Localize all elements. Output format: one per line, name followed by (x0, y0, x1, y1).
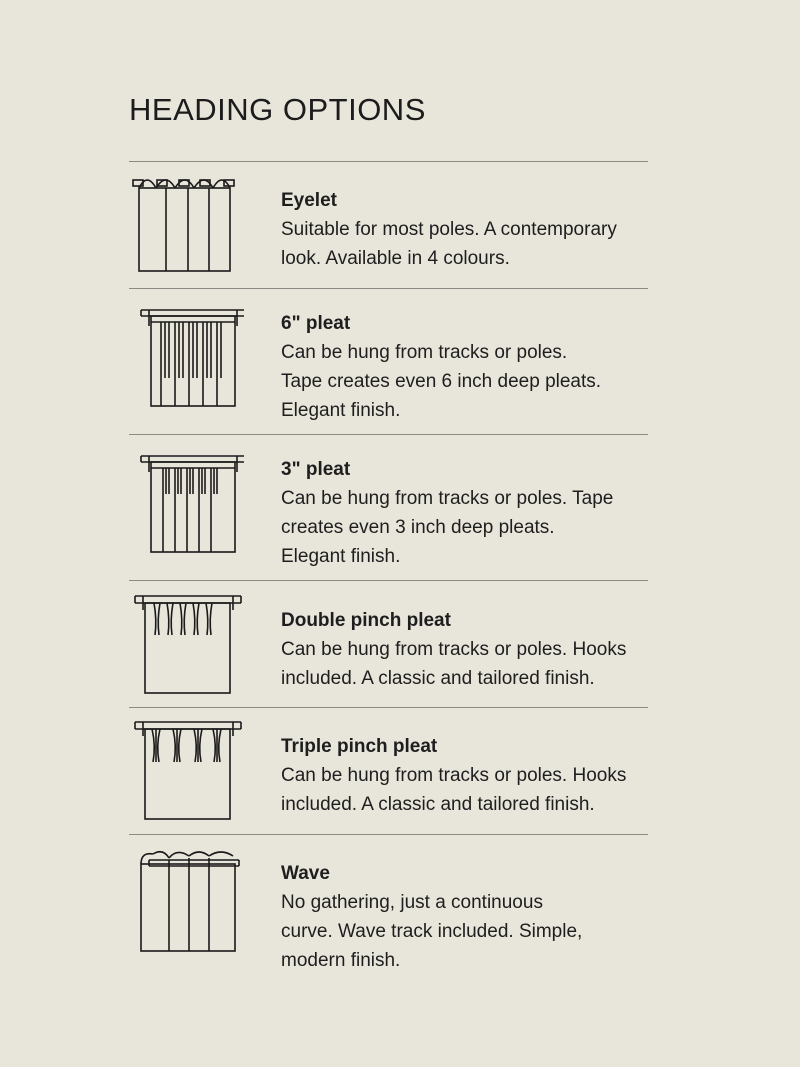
heading-option (281, 859, 701, 975)
eyelet-curtain-icon (129, 170, 244, 280)
option-name: Wave (281, 863, 330, 884)
six-inch-pleat-curtain-icon (129, 302, 244, 412)
option-name: 3" pleat (281, 459, 351, 480)
option-name: Eyelet (281, 190, 337, 211)
option-description: Suitable for most poles. A contemporary look. Available in 4 colours. (281, 219, 617, 269)
divider (129, 580, 648, 581)
heading-option (281, 309, 701, 425)
divider (129, 288, 648, 289)
divider (129, 834, 648, 835)
option-description: Can be hung from tracks or poles. Tape creates even 3 inch deep pleats. Elegant finish. (281, 488, 614, 567)
option-name: 6" pleat (281, 313, 351, 334)
triple-pinch-pleat-curtain-icon (129, 716, 244, 826)
option-name: Double pinch pleat (281, 610, 451, 631)
wave-curtain-icon (129, 846, 244, 956)
page-title: HEADING OPTIONS (129, 92, 426, 127)
heading-option (281, 455, 701, 571)
option-description: No gathering, just a continuous curve. Wave track included. Simple, modern finish. (281, 892, 583, 971)
option-name: Triple pinch pleat (281, 736, 438, 757)
divider (129, 434, 648, 435)
heading-option (281, 186, 701, 273)
divider (129, 707, 648, 708)
option-description: Can be hung from tracks or poles. Hooks included. A classic and tailored finish. (281, 765, 627, 815)
heading-option (281, 606, 701, 693)
divider (129, 161, 648, 162)
option-description: Can be hung from tracks or poles. Hooks included. A classic and tailored finish. (281, 639, 627, 689)
double-pinch-pleat-curtain-icon (129, 590, 244, 700)
three-inch-pleat-curtain-icon (129, 448, 244, 558)
option-description: Can be hung from tracks or poles. Tape creates even 6 inch deep pleats. Elegant finish. (281, 342, 602, 421)
heading-option (281, 732, 701, 819)
